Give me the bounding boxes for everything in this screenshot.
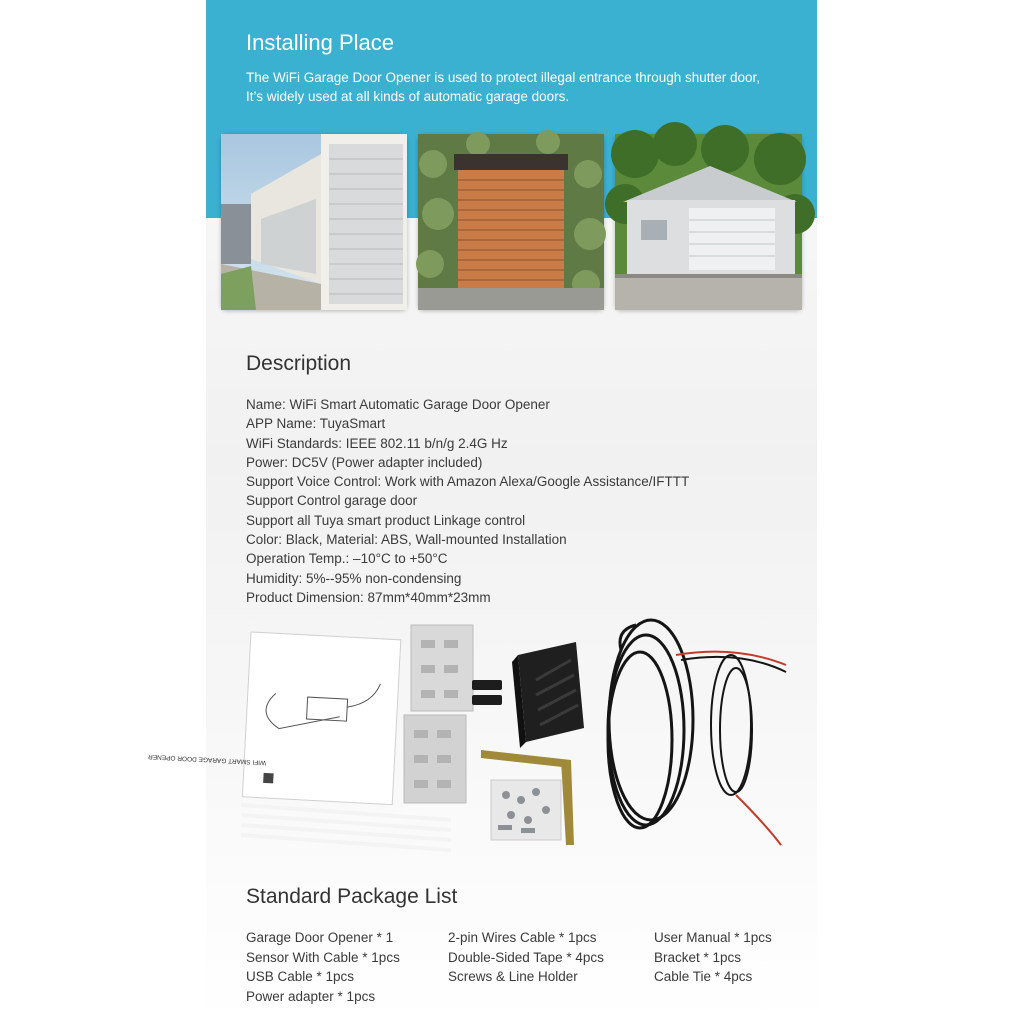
intro-line-2: It’s widely used at all kinds of automatic garage doors. xyxy=(246,89,570,104)
spec-power: Power: DC5V (Power adapter included) xyxy=(246,454,483,470)
spec-humidity: Humidity: 5%--95% non-condensing xyxy=(246,570,462,586)
spec-wifi-standards: WiFi Standards: IEEE 802.11 b/n/g 2.4G Hz xyxy=(246,435,508,451)
double-sided-tape-image xyxy=(404,625,473,803)
spec-dimension: Product Dimension: 87mm*40mm*23mm xyxy=(246,589,491,605)
package-item: Bracket * 1pcs xyxy=(654,949,742,965)
product-sheet xyxy=(147,0,817,1024)
spec-color-material: Color: Black, Material: ABS, Wall-mounted Installation xyxy=(246,532,567,548)
installing-place-title: Installing Place xyxy=(246,30,394,55)
warehouse-shutter-photo xyxy=(221,134,407,310)
spec-app-name: APP Name: TuyaSmart xyxy=(246,416,386,432)
package-item: Screws & Line Holder xyxy=(448,969,578,984)
package-column-2 xyxy=(448,928,604,987)
package-item: Cable Tie * 4pcs xyxy=(654,969,753,984)
package-column-3 xyxy=(654,928,772,987)
installing-intro xyxy=(246,68,806,106)
description-title: Description xyxy=(246,352,352,375)
package-contents-photo xyxy=(147,620,796,865)
white-garage-photo xyxy=(615,134,802,310)
package-item: Garage Door Opener * 1 xyxy=(246,930,394,945)
package-item: 2-pin Wires Cable * 1pcs xyxy=(448,930,597,945)
ivy-shutter-photo xyxy=(418,134,604,310)
package-item: Sensor With Cable * 1pcs xyxy=(246,949,400,965)
magnetic-sensor-image xyxy=(472,680,502,705)
package-item: USB Cable * 1pcs xyxy=(246,969,355,984)
spec-voice-control: Support Voice Control: Work with Amazon Alexa/Google Assistance/IFTTT xyxy=(246,474,690,490)
spec-name: Name: WiFi Smart Automatic Garage Door Opener xyxy=(246,397,550,412)
cable-ties-image xyxy=(241,805,451,850)
package-item: User Manual * 1pcs xyxy=(654,930,772,945)
user-manual-image xyxy=(146,627,401,805)
screws-image xyxy=(491,780,561,840)
package-item: Power adapter * 1pcs xyxy=(246,988,376,1004)
package-list-title: Standard Package List xyxy=(246,885,458,908)
intro-line-1: The WiFi Garage Door Opener is used to protect illegal entrance through shutter door, xyxy=(246,70,761,85)
sensor-cable-image xyxy=(608,620,693,828)
package-item: Double-Sided Tape * 4pcs xyxy=(448,949,604,965)
controller-box-image xyxy=(512,642,584,748)
description-list xyxy=(246,395,689,607)
manual-title-text: WIFI SMART GARAGE DOOR OPENER xyxy=(147,752,267,766)
spec-linkage-control: Support all Tuya smart product Linkage control xyxy=(246,512,526,528)
spec-garage-control: Support Control garage door xyxy=(246,493,418,509)
package-column-1 xyxy=(246,928,400,1006)
spec-operation-temp: Operation Temp.: –10°C to +50°C xyxy=(246,551,448,567)
